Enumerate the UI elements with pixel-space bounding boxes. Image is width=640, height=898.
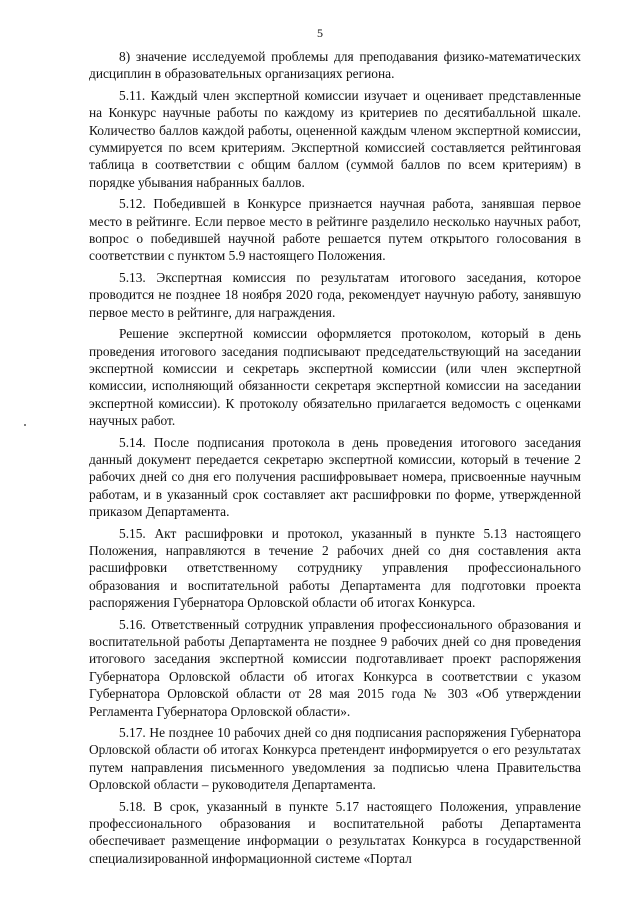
- paragraph-5-12: 5.12. Победившей в Конкурсе признается научная работа, занявшая первое место в рейтинге. Если первое место в рейтинге разделило несколько научных работ, вопрос о победившей научной работе решается путем открытого голосования в соответствии с пунктом 5.9 настоящего Положения.: [89, 196, 581, 264]
- paragraph-5-13: 5.13. Экспертная комиссия по результатам итогового заседания, которое проводится не позднее 18 ноября 2020 года, рекомендует научную работу, занявшую первое место в рейтинге, для награждения.: [89, 269, 581, 320]
- paragraph-5-18: 5.18. В срок, указанный в пункте 5.17 настоящего Положения, управление профессионального образования и воспитательной работы Департамента обеспечивает размещение информации о результатах Конкурса в государственной специализированной информационной системе «Портал: [89, 798, 581, 866]
- scan-speck: [24, 424, 26, 426]
- paragraph-decision: Решение экспертной комиссии оформляется протоколом, который в день проведения итогового заседания подписывают председательствующий на заседании экспертной комиссии и секретарь экспертной комиссии (или член экспертной комиссии, исполняющий обязанности секретаря экспертной комиссии на заседании экспертной комиссии). К протоколу обязательно прилагается ведомость с оценками научных работ.: [89, 326, 581, 429]
- paragraph-5-14: 5.14. После подписания протокола в день проведения итогового заседания данный документ передается секретарю экспертной комиссии, который в течение 2 рабочих дней со дня его получения расшифровывает номера, присвоенные научным работам, и в указанный срок составляет акт расшифровки по форме, утвержденной приказом Департамента.: [89, 434, 581, 520]
- page-number: 5: [317, 26, 323, 40]
- paragraph-5-17: 5.17. Не позднее 10 рабочих дней со дня подписания распоряжения Губернатора Орловской области об итогах Конкурса претендент информируется о его результатах путем направления письменного уведомления за подписью члена Правительства Орловской области – руководителя Департамента.: [89, 725, 581, 793]
- paragraph-5-15: 5.15. Акт расшифровки и протокол, указанный в пункте 5.13 настоящего Положения, направляются в течение 2 рабочих дней со дня составления акта расшифровки ответственному сотруднику управления профессионального образования и воспитательной работы Департамента для подготовки проекта распоряжения Губернатора Орловской области об итогах Конкурса.: [89, 525, 581, 611]
- document-body: [89, 48, 581, 871]
- paragraph-5-11: 5.11. Каждый член экспертной комиссии изучает и оценивает представленные на Конкурс научные работы по каждому из критериев по десятибалльной шкале. Количество баллов каждой работы, оцененной каждым членом экспертной комиссии, суммируется по всем критериям. Экспертной комиссией составляется рейтинговая таблица в соответствии с общим баллом (суммой баллов по всем критериям) в порядке убывания набранных баллов.: [89, 87, 581, 190]
- paragraph-5-16: 5.16. Ответственный сотрудник управления профессионального образования и воспитательной работы Департамента не позднее 9 рабочих дней со дня проведения итогового заседания экспертной комиссии подготавливает проект распоряжения Губернатора Орловской области об итогах Конкурса в соответствии с указом Губернатора Орловской области от 28 мая 2015 года № 303 «Об утверждении Регламента Губернатора Орловской области».: [89, 616, 581, 719]
- paragraph-item-8: 8) значение исследуемой проблемы для преподавания физико-математических дисциплин в образовательных организациях региона.: [89, 49, 581, 82]
